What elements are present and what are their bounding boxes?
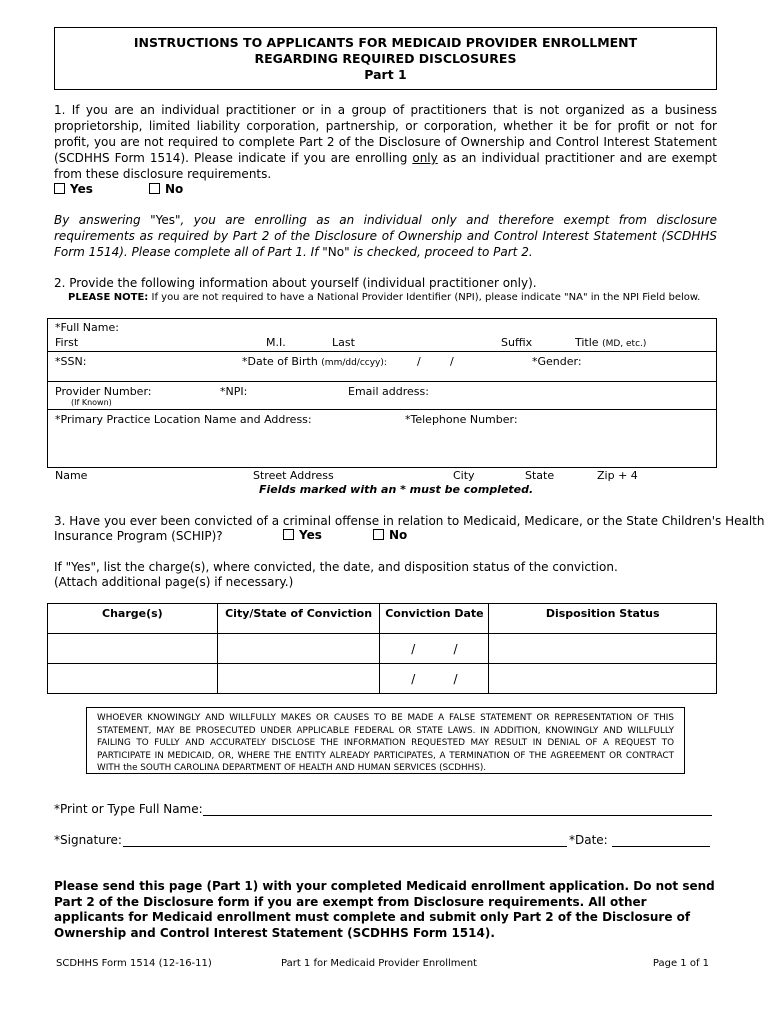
footer-page-number: Page 1 of 1 xyxy=(652,958,709,969)
npi-note: PLEASE NOTE: If you are not required to have a National Provider Identifier (NPI), please indicate "NA" in the NPI Field below. xyxy=(68,292,701,303)
dob-field[interactable]: *Date of Birth (mm/dd/ccyy): xyxy=(242,355,387,368)
practice-location-field[interactable]: *Primary Practice Location Name and Address: xyxy=(55,413,312,426)
q3-yes-option[interactable]: Yes xyxy=(283,527,322,543)
full-name-label: *Full Name: xyxy=(55,321,119,334)
address-zip-label: Zip + 4 xyxy=(597,469,638,482)
conviction-table xyxy=(47,603,717,694)
table-row xyxy=(48,634,717,664)
signature-label: *Signature: xyxy=(54,833,122,847)
warning-statement: WHOEVER KNOWINGLY AND WILLFULLY MAKES OR CAUSES TO BE MADE A FALSE STATEMENT OR REPRESENTATION OF THIS STATEMENT, MAY BE PROSECUTED UNDER APPLICABLE FEDERAL OR STATE LAWS. IN ADDITION, KNOWINGLY AND WILLFULLY FAILING TO FULLY AND ACCURATELY DISCLOSE THE INFORMATION REQUESTED MAY RESULT IN DENIAL OF A REQUEST TO PARTICIPATE IN MEDICAID, OR, WHERE THE ENTITY ALREADY PARTICIPATES, A TERMINATION OF THE AGREEMENT OR CONTRACT WITH the SOUTH CAROLINA DEPARTMENT OF HEALTH AND HUMAN SERVICES (SCDHHS). xyxy=(86,707,685,774)
signature-line[interactable] xyxy=(123,846,567,847)
header-title: INSTRUCTIONS TO APPLICANTS FOR MEDICAID PROVIDER ENROLLMENT xyxy=(133,35,638,50)
ssn-field[interactable]: *SSN: xyxy=(55,355,87,368)
charges-header: Charge(s) xyxy=(48,604,218,634)
if-known-hint: (If Known) xyxy=(71,398,112,407)
address-name-label: Name xyxy=(55,469,88,482)
table-row xyxy=(48,664,717,694)
conviction-date-cell[interactable]: / / xyxy=(380,664,489,694)
conviction-instructions-attach: (Attach additional page(s) if necessary.) xyxy=(54,575,294,589)
footer-form-id: SCDHHS Form 1514 (12-16-11) xyxy=(56,958,212,969)
telephone-field[interactable]: *Telephone Number: xyxy=(405,413,518,426)
last-name-field[interactable]: Last xyxy=(332,336,355,349)
dob-slash-1: / xyxy=(417,355,421,368)
print-name-label: *Print or Type Full Name: xyxy=(54,802,203,816)
title-field[interactable]: Title (MD, etc.) xyxy=(575,336,647,349)
q1-note: By answering "Yes", you are enrolling as an individual only and therefore exempt from disclosure requirements as required by Part 2 of the Disclosure of Ownership and Control Interest Statement (SCDHHS Form 1514). Please complete all of Part 1. If "No" is checked, proceed to Part 2. xyxy=(54,213,717,259)
provider-number-field[interactable]: Provider Number: xyxy=(55,385,152,398)
disposition-cell[interactable] xyxy=(489,634,717,664)
address-city-label: City xyxy=(453,469,475,482)
city-state-header: City/State of Conviction xyxy=(217,604,380,634)
email-field[interactable]: Email address: xyxy=(348,385,429,398)
address-state-label: State xyxy=(525,469,555,482)
q3-no-option[interactable]: No xyxy=(373,527,407,543)
question-3-text-cont: Insurance Program (SCHIP)? xyxy=(54,529,223,543)
address-street-label: Street Address xyxy=(253,469,334,482)
first-name-field[interactable]: First xyxy=(55,336,79,349)
suffix-field[interactable]: Suffix xyxy=(501,336,533,349)
print-name-line[interactable] xyxy=(203,815,712,816)
q3-yes-checkbox[interactable] xyxy=(283,529,294,540)
conviction-instructions: If "Yes", list the charge(s), where convicted, the date, and disposition status of the conviction. xyxy=(54,560,618,574)
form-header xyxy=(54,27,717,90)
npi-field[interactable]: *NPI: xyxy=(220,385,248,398)
required-fields-note: Fields marked with an * must be completed. xyxy=(259,483,534,496)
q3-no-checkbox[interactable] xyxy=(373,529,384,540)
city-state-cell[interactable] xyxy=(217,634,380,664)
q1-no-option[interactable]: No xyxy=(149,181,183,197)
middle-initial-field[interactable]: M.I. xyxy=(266,336,286,349)
disposition-cell[interactable] xyxy=(489,664,717,694)
question-1-text: 1. If you are an individual practitioner or in a group of practitioners that is not organized as a business proprietorship, limited liability corporation, partnership, or corporation, whether it be for profit or not for profit, you are not required to complete Part 2 of the Disclosure of Ownership and Control Interest Statement (SCDHHS Form 1514). Please indicate if you are enrolling only as an individual practitioner and are exempt from these disclosure requirements. xyxy=(54,103,717,181)
closing-instructions: Please send this page (Part 1) with your completed Medicaid enrollment application. Do not send Part 2 of the Disclosure form if you are exempt from Disclosure requirements. All other applicants for Medicaid enrollment must complete and submit only Part 2 of the Disclosure of Ownership and Control Interest Statement (SCDHHS Form 1514). xyxy=(54,879,715,940)
charge-cell[interactable] xyxy=(48,664,218,694)
disposition-header: Disposition Status xyxy=(489,604,717,634)
dob-slash-2: / xyxy=(450,355,454,368)
conviction-date-header: Conviction Date xyxy=(380,604,489,634)
city-state-cell[interactable] xyxy=(217,664,380,694)
q1-yes-checkbox[interactable] xyxy=(54,183,65,194)
date-label: *Date: xyxy=(569,833,608,847)
conviction-date-cell[interactable]: / / xyxy=(380,634,489,664)
question-2-text: 2. Provide the following information about yourself (individual practitioner only). xyxy=(54,276,537,290)
gender-field[interactable]: *Gender: xyxy=(532,355,582,368)
q1-yes-option[interactable]: Yes xyxy=(54,181,93,197)
header-subtitle: REGARDING REQUIRED DISCLOSURES xyxy=(254,51,517,66)
table-header-row xyxy=(48,604,717,634)
date-line[interactable] xyxy=(612,846,710,847)
footer-center: Part 1 for Medicaid Provider Enrollment xyxy=(281,958,477,969)
question-3-text: 3. Have you ever been convicted of a criminal offense in relation to Medicaid, Medicare, or the State Children's Health xyxy=(54,514,765,528)
header-part: Part 1 xyxy=(364,67,407,82)
q1-no-checkbox[interactable] xyxy=(149,183,160,194)
charge-cell[interactable] xyxy=(48,634,218,664)
